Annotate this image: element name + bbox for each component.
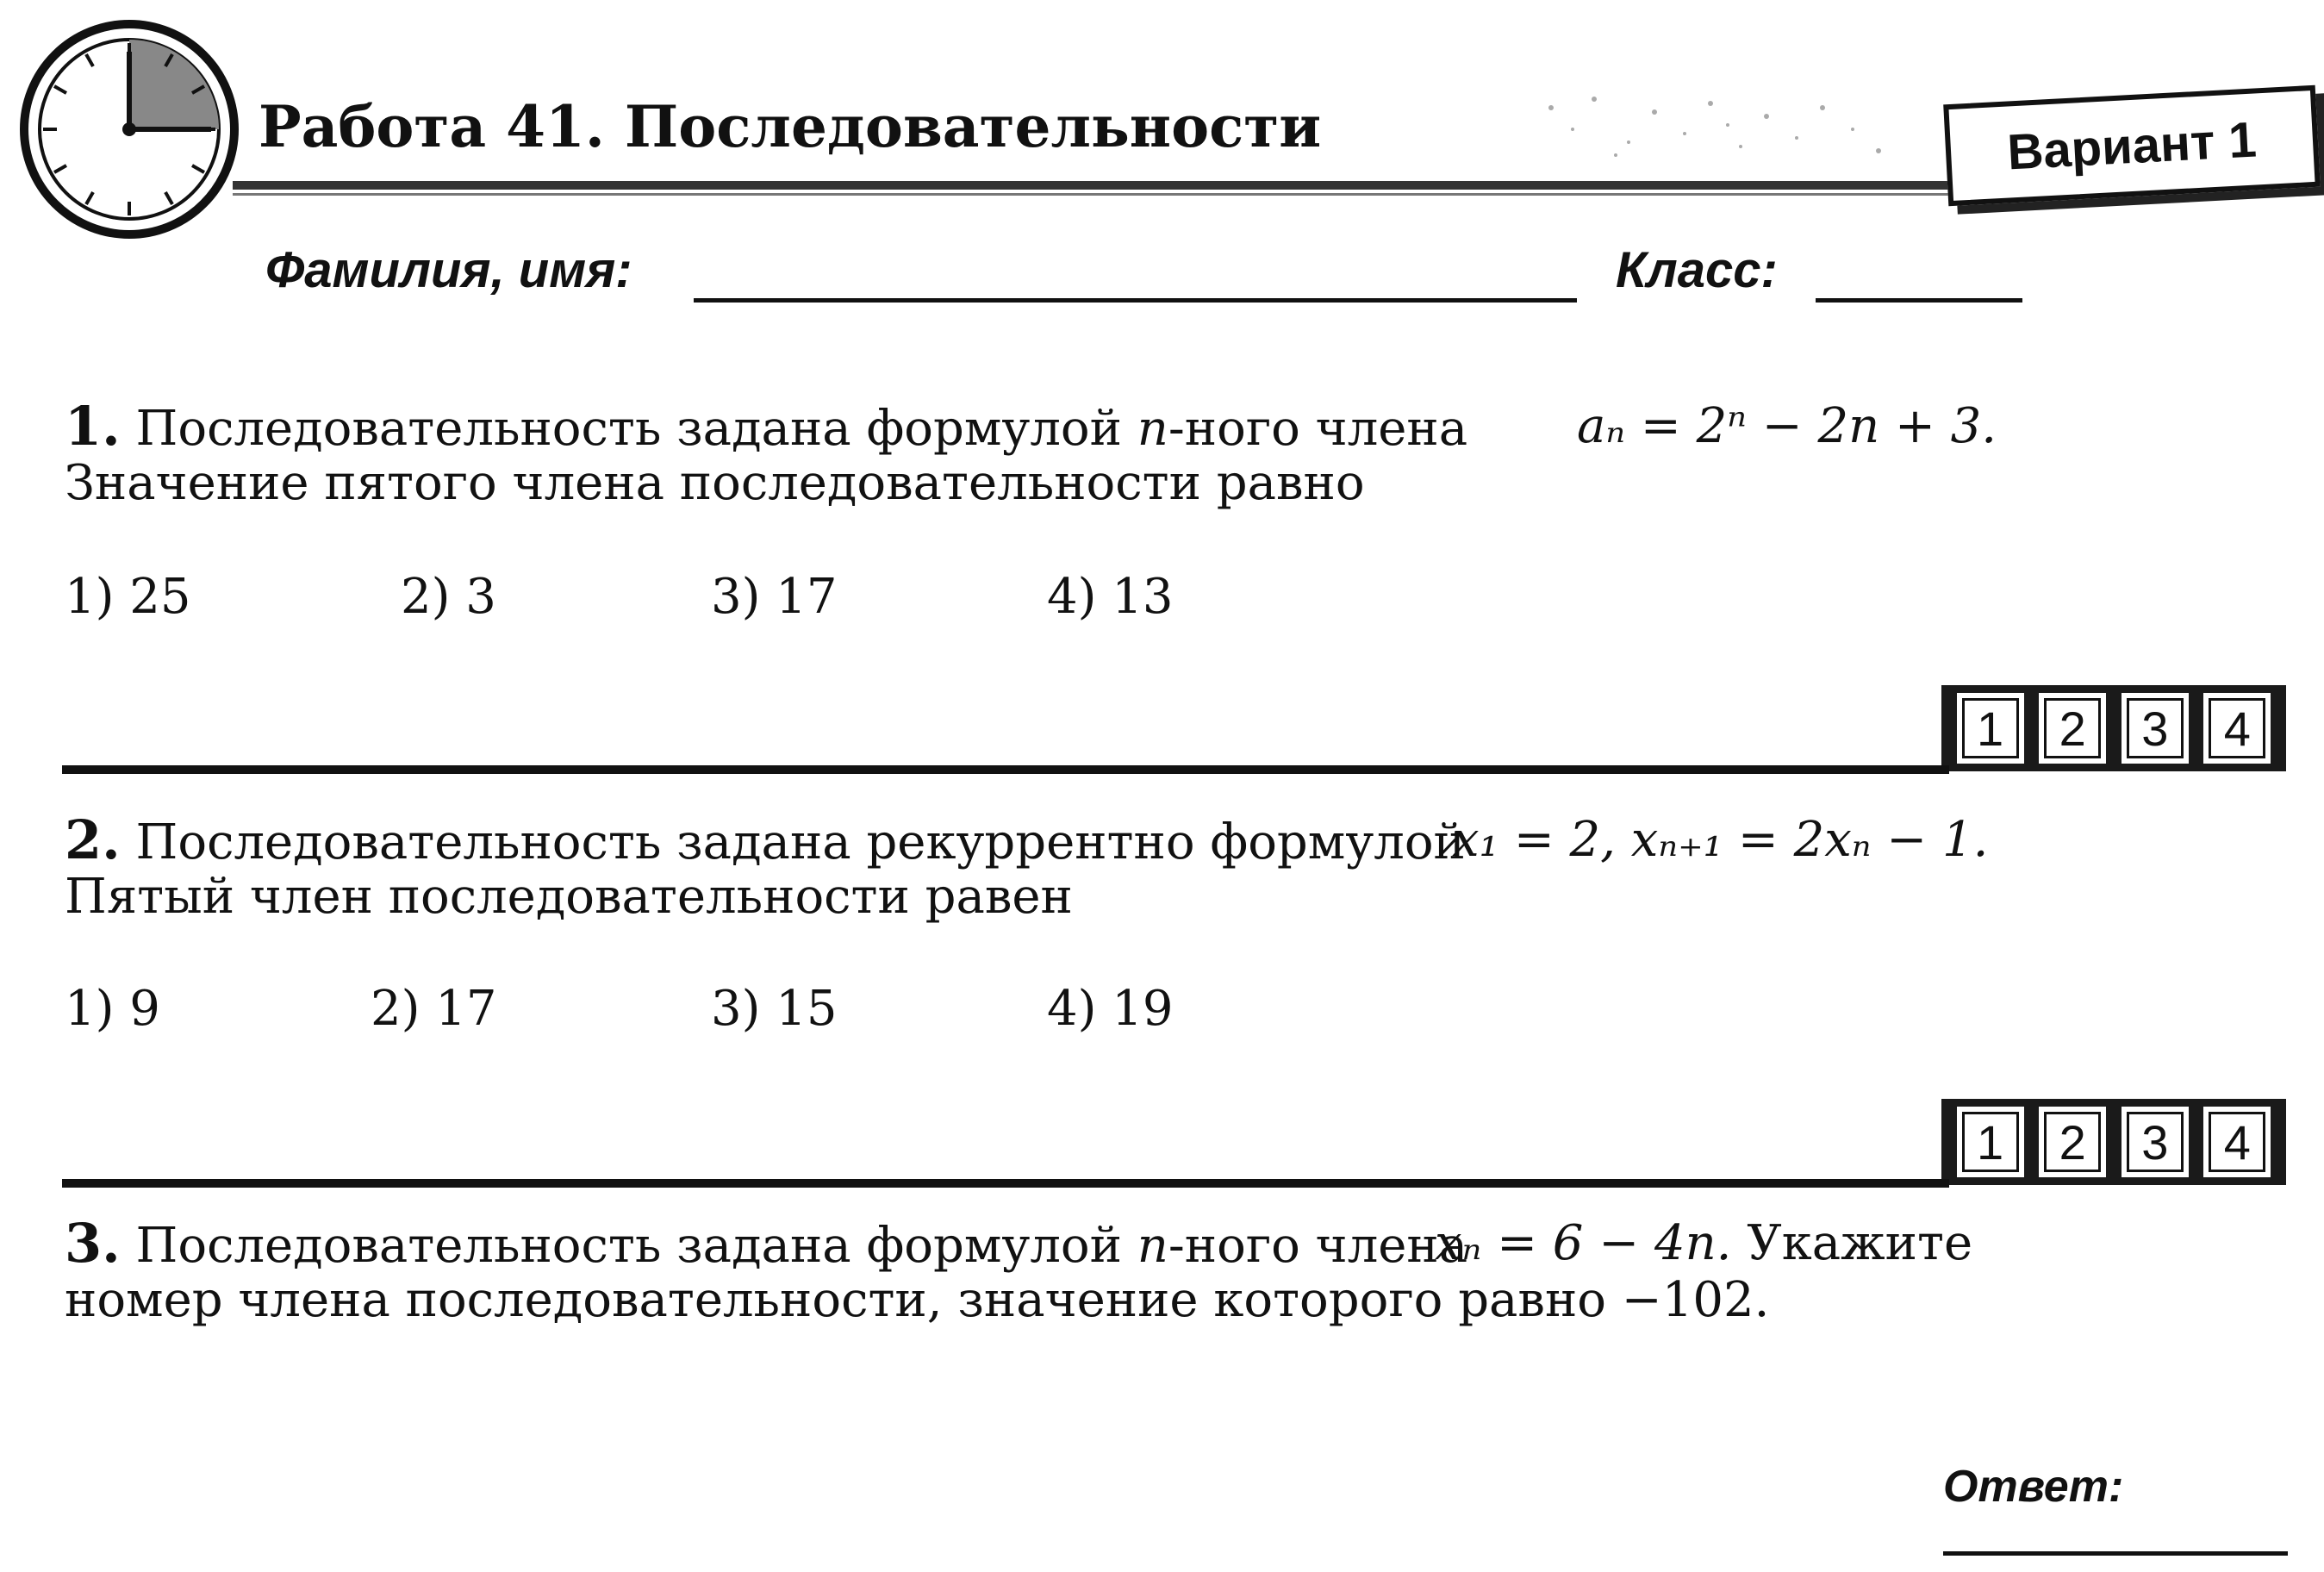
decorative-texture — [1534, 82, 1896, 168]
task-formula: aₙ = 2ⁿ − 2n + 3. — [1577, 398, 1997, 454]
task-variable: n — [1137, 401, 1168, 457]
task-text: Последовательность задана рекуррентно формулой — [135, 814, 1466, 870]
option-2: 2) 17 — [371, 981, 497, 1037]
task-separator — [62, 765, 1949, 774]
task-text-end: Укажите — [1747, 1215, 1973, 1271]
class-label: Класс: — [1616, 242, 1778, 298]
answer-box-2[interactable]: 2 — [2039, 693, 2106, 764]
page-title: Работа 41. Последовательности — [259, 93, 1322, 160]
option-2: 2) 3 — [401, 569, 496, 625]
option-3: 3) 15 — [711, 981, 838, 1037]
task-separator — [62, 1179, 1949, 1188]
answer-box-4[interactable]: 4 — [2203, 693, 2271, 764]
answer-box-3[interactable]: 3 — [2122, 693, 2189, 764]
task-3-line-1 — [65, 1212, 1468, 1275]
answer-box-3[interactable]: 3 — [2122, 1107, 2189, 1177]
task-text-tail: -ного члена — [1168, 1218, 1468, 1274]
task-2-line-2: Пятый член последовательности равен — [65, 869, 1073, 925]
task-formula-line — [1435, 1215, 1972, 1272]
option-1: 1) 25 — [65, 569, 191, 625]
answer-box-4[interactable]: 4 — [2203, 1107, 2271, 1177]
header-rule-thin — [233, 193, 1956, 196]
variant-label: Вариант 1 — [2005, 110, 2259, 181]
task-3-line-2: номер члена последовательности, значение которого равно −102. — [65, 1272, 1770, 1328]
option-1: 1) 9 — [65, 981, 160, 1037]
answer-box-2[interactable]: 2 — [2039, 1107, 2106, 1177]
header-rule — [233, 181, 1956, 190]
task-2-line-1 — [65, 808, 1466, 871]
answer-strip — [1941, 1099, 2286, 1185]
option-3: 3) 17 — [711, 569, 838, 625]
answer-strip — [1941, 685, 2286, 771]
answer-box-1[interactable]: 1 — [1957, 693, 2024, 764]
name-field[interactable] — [694, 298, 1577, 303]
task-text: Последовательность задана формулой — [135, 401, 1122, 457]
task-number: 2. — [65, 808, 121, 871]
task-number: 1. — [65, 395, 121, 458]
answer-box-1[interactable]: 1 — [1957, 1107, 2024, 1177]
clock-icon — [17, 17, 241, 241]
option-4: 4) 19 — [1047, 981, 1174, 1037]
task-formula: xₙ = 6 − 4n. — [1435, 1215, 1732, 1271]
answer-field[interactable] — [1943, 1551, 2288, 1556]
task-text-tail: -ного члена — [1168, 401, 1468, 457]
class-field[interactable] — [1816, 298, 2022, 303]
answer-label: Ответ: — [1943, 1462, 2124, 1512]
task-formula: x₁ = 2, xₙ₊₁ = 2xₙ − 1. — [1452, 812, 1989, 868]
task-text: Последовательность задана формулой — [135, 1218, 1122, 1274]
task-1-line-1 — [65, 395, 1468, 458]
variant-badge — [1943, 85, 2321, 206]
task-1-line-2: Значение пятого члена последовательности равно — [65, 455, 1365, 511]
task-number: 3. — [65, 1212, 121, 1275]
option-4: 4) 13 — [1047, 569, 1174, 625]
name-label: Фамилия, имя: — [265, 242, 632, 298]
task-variable: n — [1137, 1218, 1168, 1274]
